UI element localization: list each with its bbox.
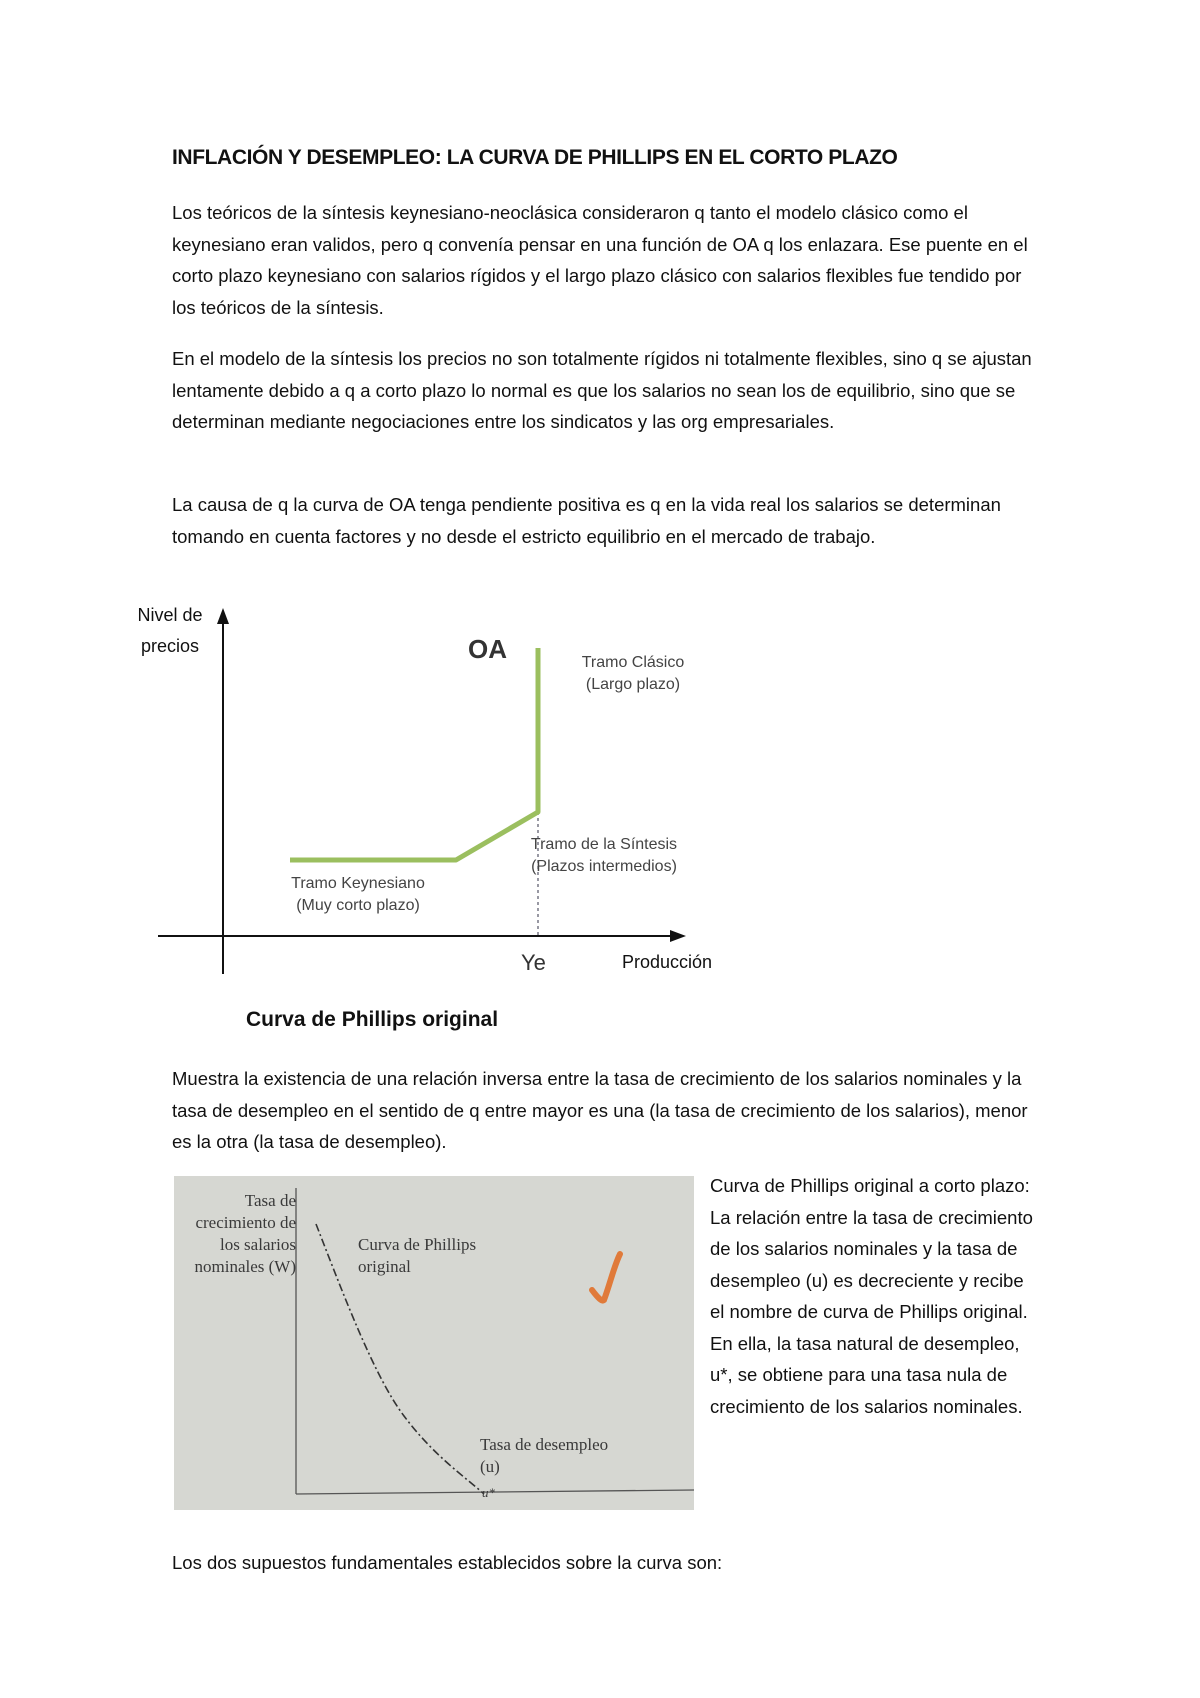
oa-curve-label: OA bbox=[468, 634, 507, 664]
oa-x-axis-label: Producción bbox=[622, 952, 713, 972]
tramo-sintesis-label: Tramo de la Síntesis (Plazos intermedios) bbox=[530, 836, 678, 875]
document-title: INFLACIÓN Y DESEMPLEO: LA CURVA DE PHILLIPS EN EL CORTO PLAZO bbox=[172, 146, 898, 169]
paragraph-supuestos: Los dos supuestos fundamentales establecidos sobre la curva son: bbox=[172, 1552, 723, 1573]
phillips-side-text bbox=[710, 1170, 1040, 1422]
paragraph-sintesis-intro: Los teóricos de la síntesis keynesiano-neoclásica consideraron q tanto el modelo clásico como el keynesiano eran validos, pero q convenía pensar en una función de OA q los enlazara. Ese puente en el corto plazo keynesiano con salarios rígidos y el largo plazo clásico con salarios flexibles fue tendido por los teóricos de la síntesis. bbox=[172, 202, 1028, 318]
side-text-body: La relación entre la tasa de crecimiento de los salarios nominales y la tasa de desempleo (u) es decreciente y recibe el nombre de curva de Phillips original. En ella, la tasa natural de desempleo, u*, se obtiene para una tasa nula de crecimiento de los salarios nominales. bbox=[710, 1206, 1033, 1417]
ye-label: Ye bbox=[521, 950, 546, 975]
oa-y-axis-arrow bbox=[217, 608, 229, 624]
paragraph-modelo-sintesis: En el modelo de la síntesis los precios no son totalmente rígidos ni totalmente flexibles, sino q se ajustan lentamente debido a q a corto plazo lo normal es que los salarios no sean los de equilibrio, sino que se determinan mediante negociaciones entre los sindicatos y las org empresariales. bbox=[172, 348, 1032, 432]
paragraph-pendiente-oa: La causa de q la curva de OA tenga pendiente positiva es q en la vida real los salarios se determinan tomando en cuenta factores y no desde el estricto equilibrio en el mercado de trabajo. bbox=[172, 494, 1001, 547]
phillips-y-axis-label: Tasa de crecimiento de los salarios nominales (W) bbox=[194, 1191, 296, 1276]
oa-x-axis-arrow bbox=[670, 930, 686, 942]
phillips-x-axis-label: Tasa de desempleo (u) bbox=[480, 1435, 609, 1476]
tramo-keynesiano-label: Tramo Keynesiano (Muy corto plazo) bbox=[291, 875, 425, 914]
tramo-clasico-label: Tramo Clásico (Largo plazo) bbox=[581, 654, 685, 693]
oa-y-axis-label: Nivel de precios bbox=[137, 605, 203, 656]
phillips-curve-photo bbox=[174, 1176, 694, 1510]
paragraph-relacion-inversa: Muestra la existencia de una relación inversa entre la tasa de crecimiento de los salarios nominales y la tasa de desempleo en el sentido de q entre mayor es una (la tasa de crecimiento de los salarios), menor es la otra (la tasa de desempleo). bbox=[172, 1068, 1028, 1152]
oa-curve bbox=[290, 648, 538, 860]
phillips-curve-label: Curva de Phillips original bbox=[358, 1235, 477, 1276]
side-text-heading: Curva de Phillips original a corto plazo: bbox=[710, 1175, 1030, 1196]
phillips-ustar-label: u* bbox=[482, 1485, 495, 1500]
phillips-subheading: Curva de Phillips original bbox=[246, 1008, 499, 1031]
